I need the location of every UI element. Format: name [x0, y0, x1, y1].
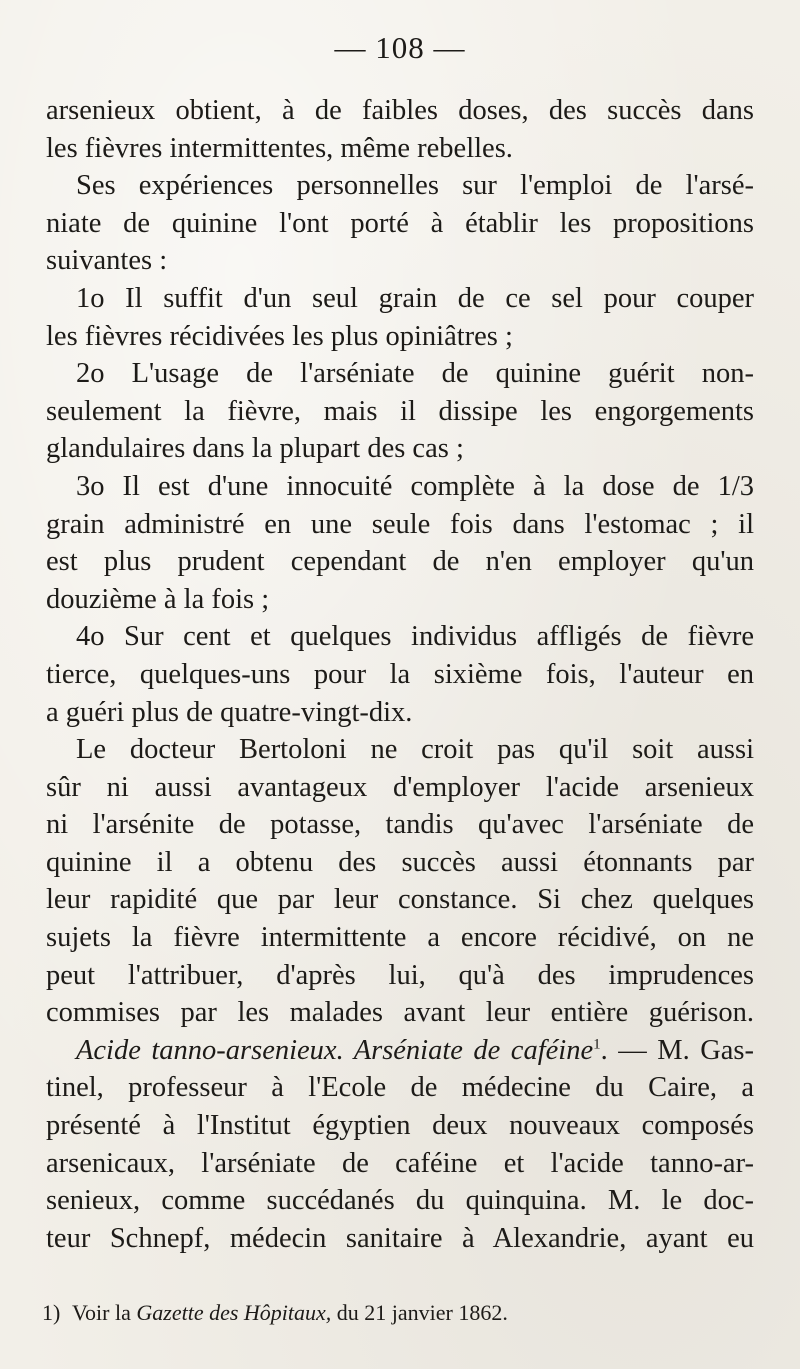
text-line: douzième à la fois ; [46, 583, 270, 615]
section-heading-line [46, 1032, 754, 1070]
text-line: sujets la fièvre intermittente a encore récidivé, on ne [46, 922, 754, 954]
text-line: les fièvres intermittentes, même rebelles. [46, 132, 513, 164]
footnote-text-before: Voir la [72, 1300, 137, 1325]
footnote-text-after: du 21 janvier 1862. [331, 1300, 508, 1325]
text-line: suivantes : [46, 245, 168, 277]
text-line: présenté à l'Institut égyptien deux nouveaux composés [46, 1110, 754, 1142]
text-line: tierce, quelques-uns pour la sixième fois, l'auteur en [46, 658, 754, 690]
footnote [42, 1298, 762, 1328]
text-line: 3o Il est d'une innocuité complète à la dose de 1/3 [76, 470, 754, 502]
text-line: . — M. Gas- [600, 1034, 755, 1066]
text-line: grain administré en une seule fois dans l'estomac ; il [46, 508, 754, 540]
text-line: tinel, professeur à l'Ecole de médecine du Caire, a [46, 1072, 754, 1104]
page-number: — 108 — [334, 30, 466, 65]
text-line: 1o Il suffit d'un seul grain de ce sel pour couper [76, 282, 754, 314]
text-line: commises par les malades avant leur entière guérison. [46, 997, 754, 1029]
text-line: 2o L'usage de l'arséniate de quinine guérit non- [76, 358, 754, 390]
text-line: arsenicaux, l'arséniate de caféine et l'acide tanno-ar- [46, 1147, 754, 1179]
footnote-reference: 1 [593, 1036, 601, 1053]
body-text [46, 92, 754, 1257]
footnote-mark: 1) [42, 1300, 61, 1325]
text-line: glandulaires dans la plupart des cas ; [46, 433, 464, 465]
text-line: teur Schnepf, médecin sanitaire à Alexandrie, ayant eu [46, 1222, 754, 1254]
text-line: les fièvres récidivées les plus opiniâtres ; [46, 320, 513, 352]
text-line: quinine il a obtenu des succès aussi étonnants par [46, 846, 754, 878]
text-line: arsenieux obtient, à de faibles doses, des succès dans [46, 95, 754, 126]
text-line: Le docteur Bertoloni ne croit pas qu'il soit aussi [76, 734, 754, 766]
footnote-journal-title: Gazette des Hôpitaux, [136, 1300, 332, 1325]
text-line: est plus prudent cependant de n'en employer qu'un [46, 546, 754, 578]
text-line: senieux, comme succédanés du quinquina. M. le doc- [46, 1185, 754, 1217]
section-heading: Acide tanno-arsenieux. Arséniate de caféine [76, 1034, 594, 1066]
text-line: seulement la fièvre, mais il dissipe les engorgements [46, 395, 754, 427]
text-line: sûr ni aussi avantageux d'employer l'acide arsenieux [46, 771, 754, 803]
text-line: 4o Sur cent et quelques individus affligés de fièvre [76, 621, 754, 653]
text-line: leur rapidité que par leur constance. Si chez quelques [46, 884, 754, 916]
text-line: Ses expériences personnelles sur l'emploi de l'arsé- [76, 170, 754, 202]
text-line: a guéri plus de quatre-vingt-dix. [46, 696, 413, 728]
text-line: niate de quinine l'ont porté à établir les propositions [46, 207, 754, 239]
text-line: ni l'arsénite de potasse, tandis qu'avec l'arséniate de [46, 809, 754, 841]
text-line: peut l'attribuer, d'après lui, qu'à des imprudences [46, 959, 754, 991]
